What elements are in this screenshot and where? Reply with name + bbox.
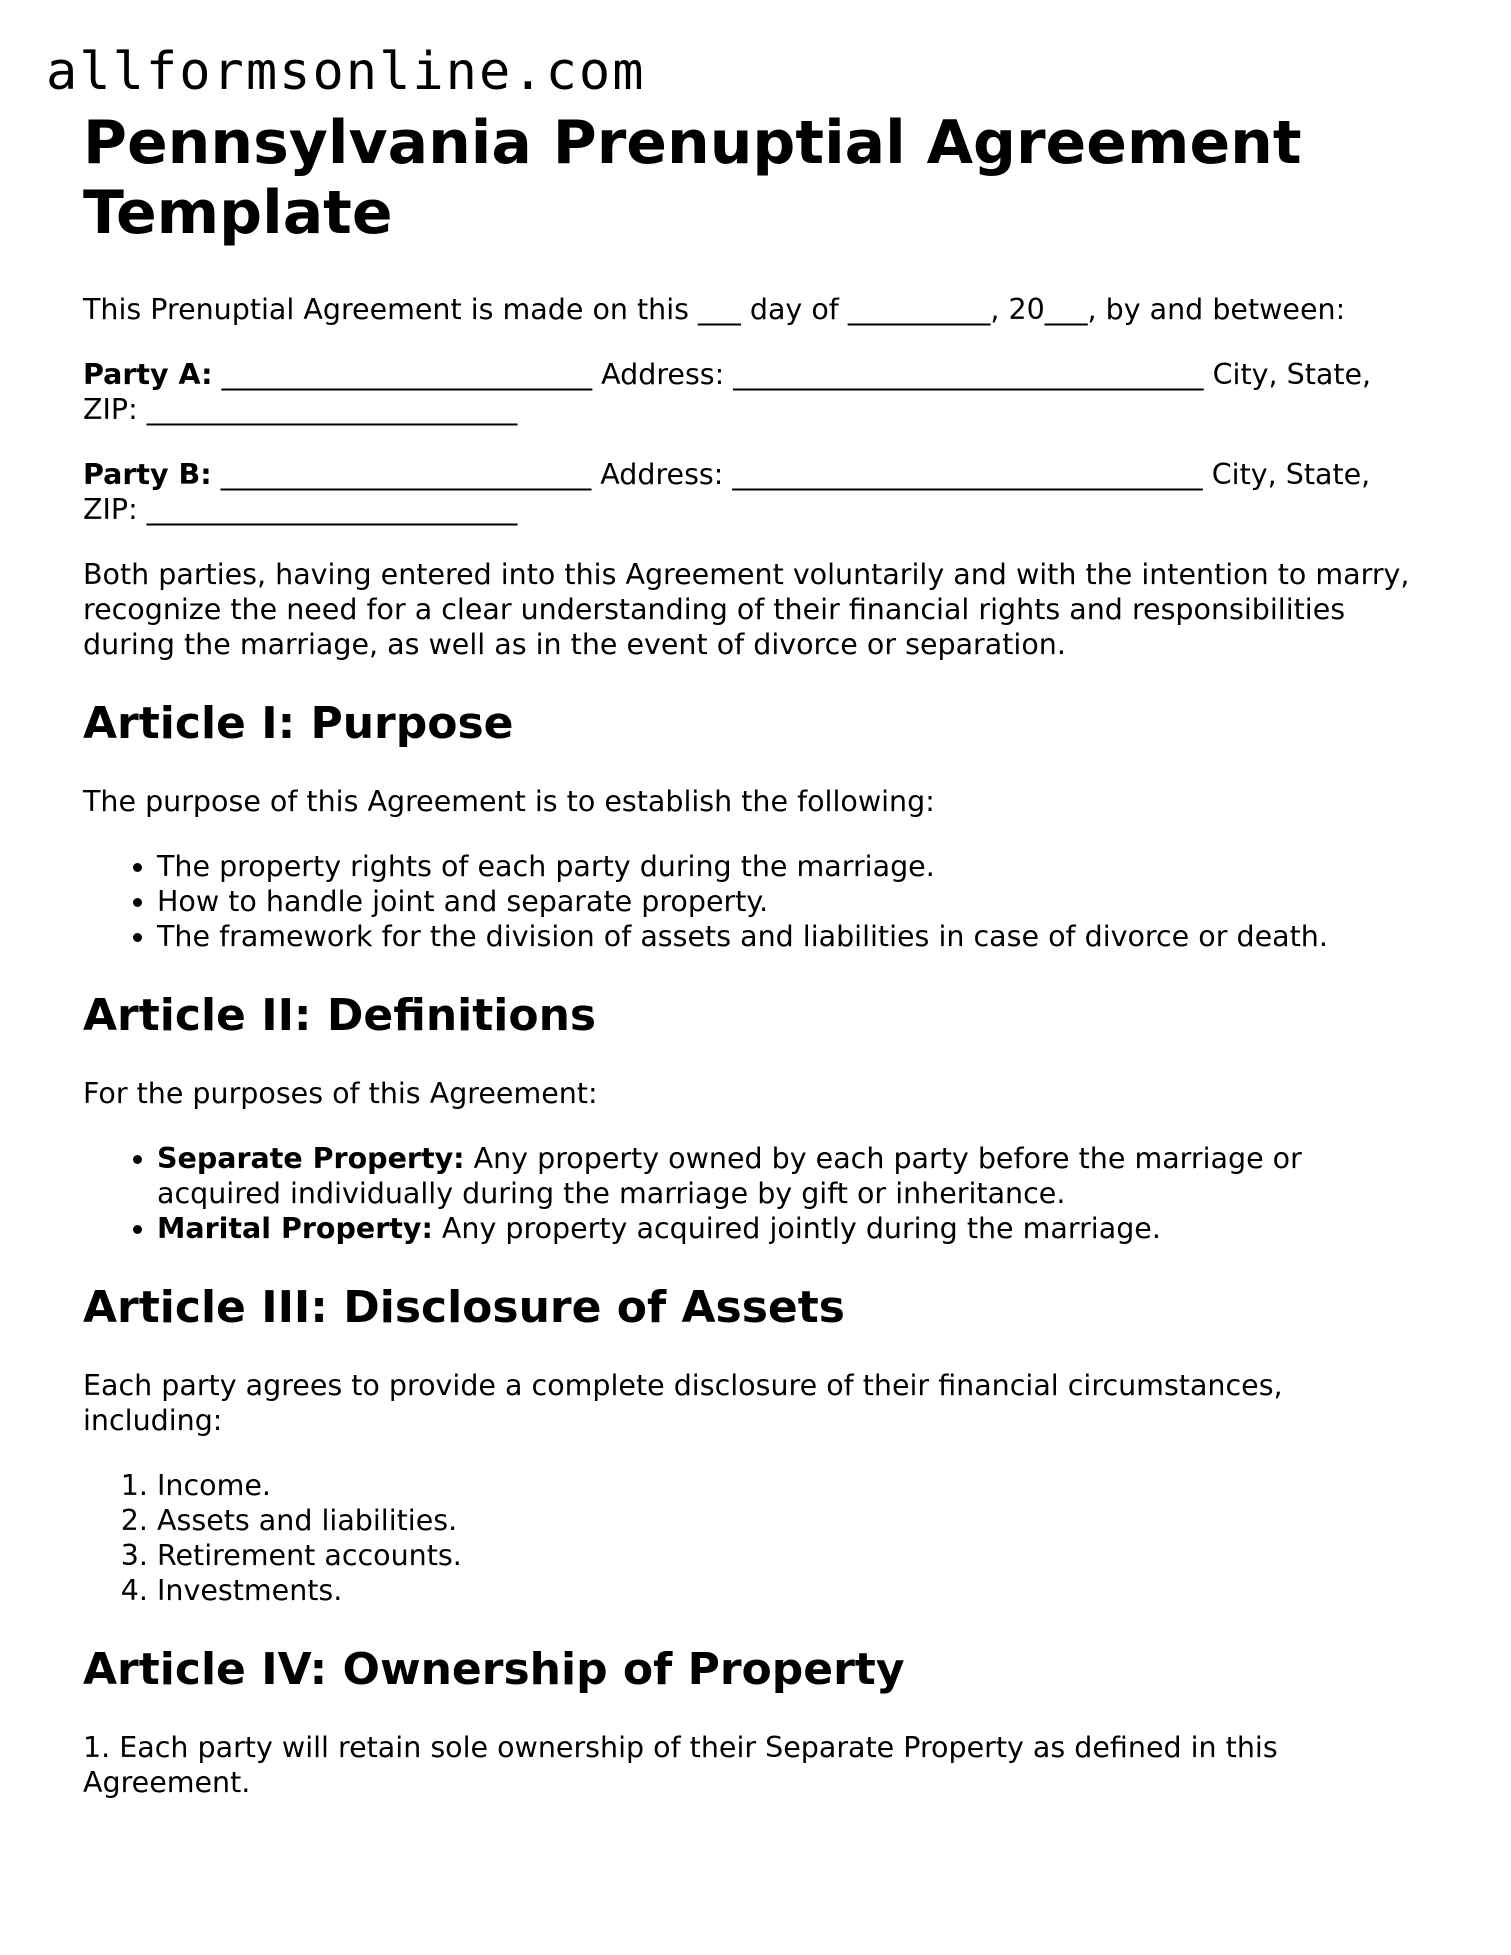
party-a-line (83, 357, 1413, 427)
list-item: 1. Income. (157, 1468, 1413, 1503)
list-item: 2. Assets and liabilities. (157, 1503, 1413, 1538)
page-title: Pennsylvania Prenuptial Agreement Template (83, 108, 1302, 248)
article-4-heading: Article IV: Ownership of Property (83, 1644, 905, 1695)
definition-text: Any property acquired jointly during the marriage. (432, 1212, 1161, 1245)
list-item: 4. Investments. (157, 1573, 1413, 1608)
article-2-heading: Article II: Definitions (83, 990, 597, 1041)
intro-paragraph: This Prenuptial Agreement is made on this ___ day of __________, 20___, by and between: (83, 293, 1346, 326)
article-1-heading: Article I: Purpose (83, 698, 514, 749)
party-b-fields: __________________________ Address: _________________________________ City, State, ZIP: __________________________ (83, 458, 1371, 526)
article-3-list (83, 1468, 1413, 1608)
list-item: • The property rights of each party during the marriage. (157, 849, 1413, 884)
article-1-lead: The purpose of this Agreement is to establish the following: (83, 785, 935, 818)
article-4-paragraph-1: 1. Each party will retain sole ownership of their Separate Property as defined in this Agreement. (83, 1731, 1278, 1799)
recital-paragraph: Both parties, having entered into this Agreement voluntarily and with the intention to marry, recognize the need for a clear understanding of their financial rights and responsibilities during the marriage, as well as in the event of divorce or separation. (83, 558, 1410, 661)
list-item (157, 1141, 1413, 1211)
article-2-lead: For the purposes of this Agreement: (83, 1077, 598, 1110)
party-b-label: Party B: (83, 458, 212, 491)
party-b-line (83, 457, 1413, 527)
article-3-lead: Each party agrees to provide a complete disclosure of their financial circumstances, including: (83, 1369, 1283, 1437)
article-2-list (83, 1141, 1413, 1246)
definition-text: Any property owned by each party before the marriage or acquired individually during the marriage by gift or inheritance. (157, 1142, 1302, 1210)
list-item: • How to handle joint and separate property. (157, 884, 1413, 919)
party-a-fields: __________________________ Address: _________________________________ City, State, ZIP: __________________________ (83, 358, 1372, 426)
list-item: 3. Retirement accounts. (157, 1538, 1413, 1573)
definition-term: Marital Property: (157, 1212, 433, 1245)
article-3-heading: Article III: Disclosure of Assets (83, 1282, 845, 1333)
watermark: allformsonline.com (46, 42, 646, 102)
list-item (157, 1211, 1413, 1246)
party-a-label: Party A: (83, 358, 213, 391)
definition-term: Separate Property: (157, 1142, 465, 1175)
document-page (83, 108, 1413, 1800)
list-item: • The framework for the division of assets and liabilities in case of divorce or death. (157, 919, 1413, 954)
article-1-list (83, 849, 1413, 954)
